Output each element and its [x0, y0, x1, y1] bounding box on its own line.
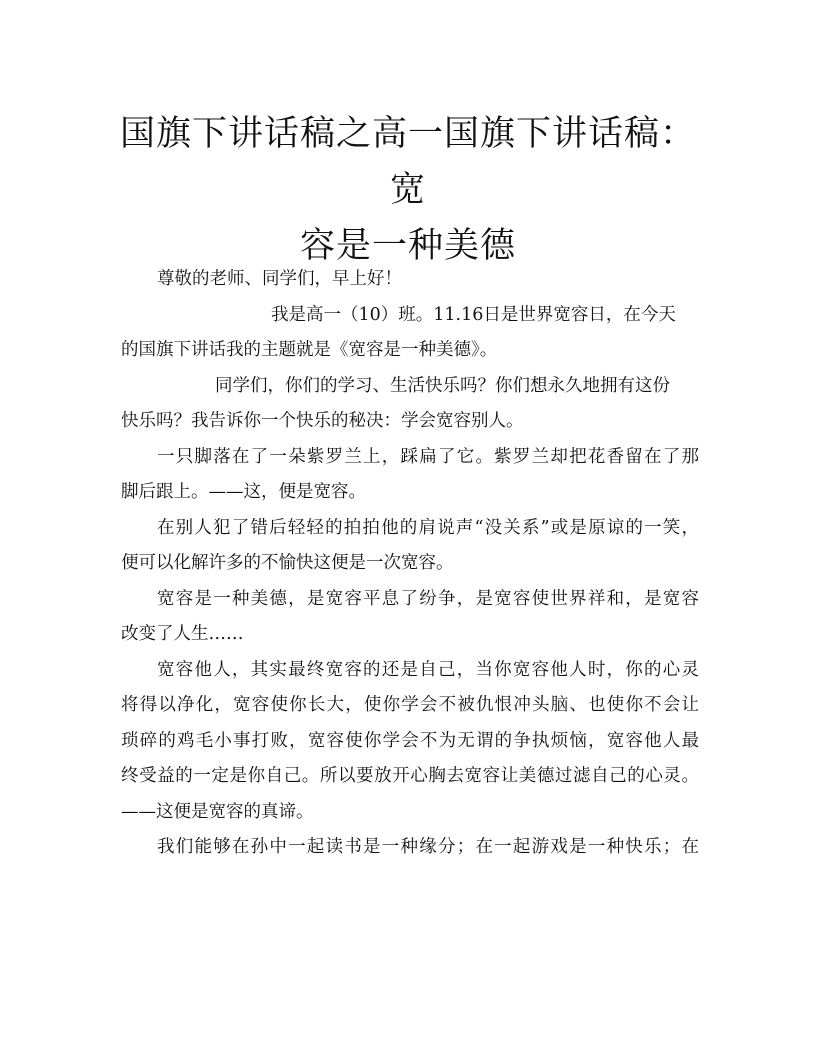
- paragraph-line: 在别人犯了错后轻轻的拍拍他的肩说声“没关系”或是原谅的一笑，: [157, 517, 699, 538]
- paragraph-line: 终受益的一定是你自己。所以要放开心胸去宽容让美德过滤自己的心灵。: [121, 766, 699, 786]
- paragraph-line: 的国旗下讲话我的主题就是《宽容是一种美德》。: [121, 340, 498, 360]
- title-line-1: 国旗下讲话稿之高一国旗下讲话稿：宽: [119, 114, 696, 210]
- paragraph-line: 我们能够在孙中一起读书是一种缘分；在一起游戏是一种快乐；在: [157, 837, 699, 857]
- paragraph-line: 将得以净化，宽容使你长大，使你学会不被仇恨冲头脑、也使你不会让: [121, 695, 699, 715]
- paragraph-line: 宽容他人，其实最终宽容的还是自己，当你宽容他人时，你的心灵: [157, 659, 699, 680]
- paragraph-line: 便可以化解许多的不愉快这便是一次宽容。: [121, 553, 454, 573]
- paragraph-line: 宽容是一种美德，是宽容平息了纷争，是宽容使世界祥和，是宽容: [157, 588, 699, 609]
- paragraph-line: ——这便是宽容的真谛。: [121, 801, 314, 822]
- paragraph-line: 改变了人生……: [121, 624, 244, 644]
- paragraph-line: 脚后跟上。——这，便是宽容。: [121, 482, 366, 502]
- paragraph-line: 琐碎的鸡毛小事打败，宽容使你学会不为无谓的争执烦恼，宽容他人最: [121, 730, 699, 751]
- paragraph-line: 我是高一（10）班。11.16日是世界宽容日，在今天: [271, 304, 676, 325]
- greeting-line: 尊敬的老师、同学们，早上好！: [157, 269, 402, 289]
- document-title: [110, 106, 706, 274]
- paragraph-line: 同学们，你们的学习、生活快乐吗？你们想永久地拥有这份: [215, 375, 670, 396]
- paragraph-line: 快乐吗？我告诉你一个快乐的秘决：学会宽容别人。: [121, 411, 524, 431]
- title-line-2: 容是一种美德: [299, 226, 516, 266]
- document-body: [121, 262, 699, 866]
- paragraph-line: 一只脚落在了一朵紫罗兰上，踩扁了它。紫罗兰却把花香留在了那: [157, 446, 699, 467]
